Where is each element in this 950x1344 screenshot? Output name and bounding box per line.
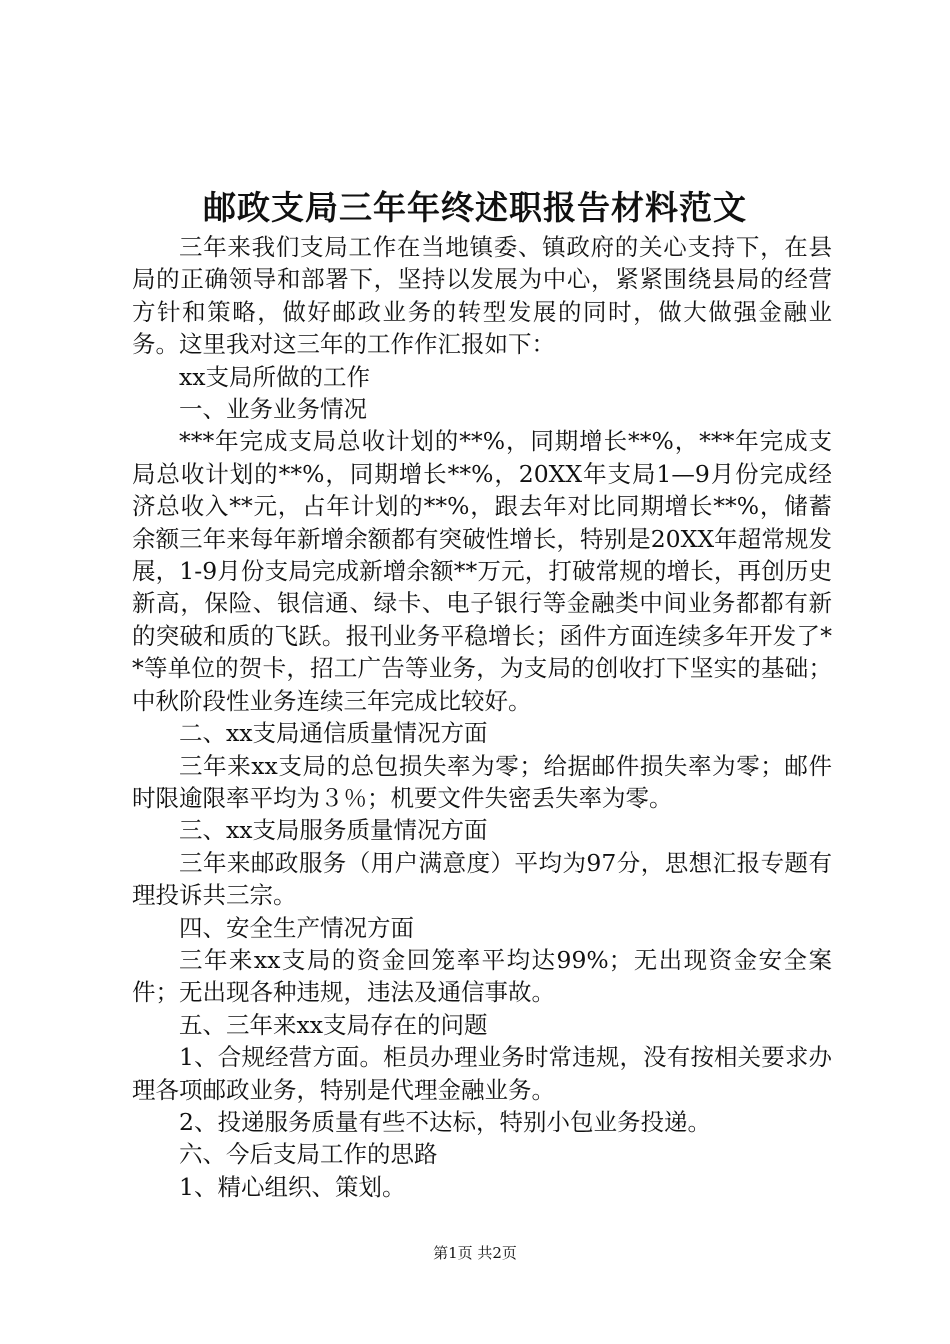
paragraph-problem-1: 1、合规经营方面。柜员办理业务时常违规，没有按相关要求办理各项邮政业务，特别是代理金融业务。 bbox=[132, 1043, 832, 1104]
section-heading-communication-quality: 二、xx支局通信质量情况方面 bbox=[179, 719, 488, 748]
page-footer: 第1页 共2页 bbox=[433, 1244, 517, 1262]
section-heading-business: 一、业务业务情况 bbox=[179, 395, 367, 424]
section-heading-safety: 四、安全生产情况方面 bbox=[179, 913, 414, 942]
paragraph-business: ***年完成支局总收计划的**%，同期增长**%，***年完成支局总收计划的**%，同期增长**%，20XX年支局1—9月份完成经济总收入**元，占年计划的**%，跟去年对比同期增长**%，储蓄余额三年来每年新增余额都有突破性增长，特别是20XX年超常规发展，1-9月份支局完成新增余额**万元，打破常规的增长，再创历史新高，保险、银信通、绿卡、电子银行等金融类中间业务都都有新的突破和质的飞跃。报刊业务平稳增长；函件方面连续多年开发了**等单位的贺卡，招工广告等业务，为支局的创收打下坚实的基础；中秋阶段性业务连续三年完成比较好。 bbox=[132, 427, 832, 715]
paragraph-future-1: 1、精心组织、策划。 bbox=[179, 1172, 406, 1201]
paragraph-safety: 三年来xx支局的资金回笼率平均达99%；无出现资金安全案件；无出现各种违规，违法及通信事故。 bbox=[132, 945, 832, 1007]
section-heading-future: 六、今后支局工作的思路 bbox=[179, 1140, 438, 1169]
paragraph-problem-2: 2、投递服务质量有些不达标，特别小包业务投递。 bbox=[179, 1107, 711, 1136]
document-body bbox=[132, 231, 832, 1203]
section-heading-problems: 五、三年来xx支局存在的问题 bbox=[179, 1010, 488, 1039]
paragraph-service-quality: 三年来邮政服务（用户满意度）平均为97分，思想汇报专题有理投诉共三宗。 bbox=[132, 848, 832, 910]
paragraph-intro: 三年来我们支局工作在当地镇委、镇政府的关心支持下，在县局的正确领导和部署下，坚持以发展为中心，紧紧围绕县局的经营方针和策略，做好邮政业务的转型发展的同时，做大做强金融业务。这里我对这三年的工作作汇报如下： bbox=[132, 233, 832, 359]
section-heading-work: xx支局所做的工作 bbox=[179, 362, 371, 391]
document-title: 邮政支局三年年终述职报告材料范文 bbox=[203, 188, 747, 227]
paragraph-communication-quality: 三年来xx支局的总包损失率为零；给据邮件损失率为零；邮件时限逾限率平均为３％；机要文件失密丢失率为零。 bbox=[132, 751, 832, 812]
section-heading-service-quality: 三、xx支局服务质量情况方面 bbox=[179, 816, 488, 845]
